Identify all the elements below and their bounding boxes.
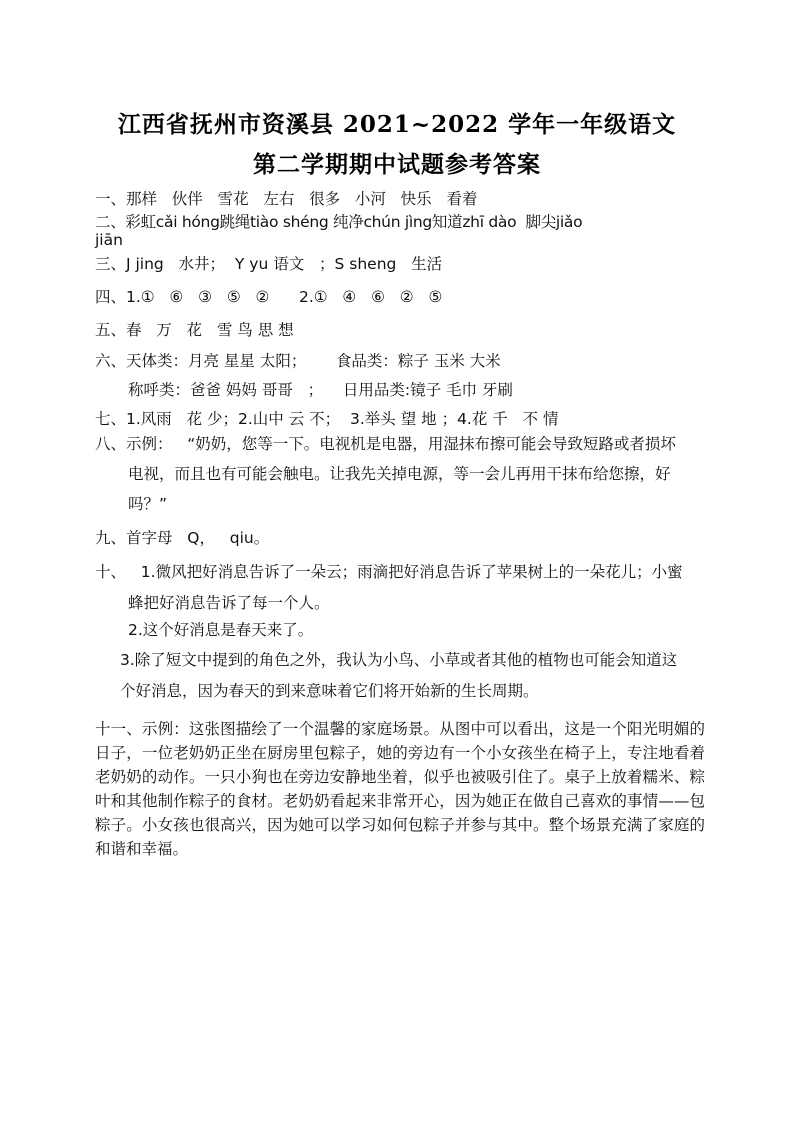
answer-q2-line2: jiān bbox=[95, 231, 123, 249]
answer-q6-line2: 称呼类：爸爸 妈妈 哥哥 ； 日用品类:镜子 毛巾 牙刷 bbox=[128, 381, 513, 399]
answer-q2-line1: 二、彩虹cǎi hóng跳绳tiào shéng 纯净chún jìng知道zhī dào 脚尖jiǎo bbox=[95, 213, 583, 231]
answer-q8-line3: 吗？” bbox=[128, 495, 168, 513]
answer-q8-line1: 八、示例： “奶奶，您等一下。电视机是电器，用湿抹布擦可能会导致短路或者损坏 bbox=[95, 435, 676, 453]
answer-q9: 九、首字母 Q， qiu。 bbox=[95, 529, 270, 547]
answer-q3: 三、J jing 水井； Y yu 语文 ；S sheng 生活 bbox=[95, 255, 443, 273]
doc-title-line1: 江西省抚州市资溪县 2021~2022 学年一年级语文 bbox=[117, 111, 677, 138]
answer-q10-line2: 蜂把好消息告诉了每一个人。 bbox=[128, 594, 330, 612]
doc-title-line2: 第二学期期中试题参考答案 bbox=[253, 151, 541, 178]
answer-q5: 五、春 万 花 雪 鸟 思 想 bbox=[95, 321, 294, 339]
answer-q4: 四、1.① ⑥ ③ ⑤ ② 2.① ④ ⑥ ② ⑤ bbox=[95, 288, 443, 306]
answer-q8-line2: 电视，而且也有可能会触电。让我先关掉电源，等一会儿再用干抹布给您擦，好 bbox=[128, 465, 671, 483]
answer-q10-line1: 十、 1.微风把好消息告诉了一朵云；雨滴把好消息告诉了苹果树上的一朵花儿；小蜜 bbox=[95, 563, 683, 581]
answer-q10-line3: 2.这个好消息是春天来了。 bbox=[128, 621, 314, 639]
answer-q11-paragraph: 十一、示例：这张图描绘了一个温馨的家庭场景。从图中可以看出，这是一个阳光明媚的日子，一位老奶奶正坐在厨房里包粽子，她的旁边有一个小女孩坐在椅子上，专注地看着老奶奶的动作。一只小狗也在旁边安静地坐着，似乎也被吸引住了。桌子上放着糯米、粽叶和其他制作粽子的食材。老奶奶看起来非常开心，因为她正在做自己喜欢的事情——包粽子。小女孩也很高兴，因为她可以学习如何包粽子并参与其中。整个场景充满了家庭的和谐和幸福。 bbox=[95, 720, 705, 858]
answer-q10-line4: 3.除了短文中提到的角色之外，我认为小鸟、小草或者其他的植物也可能会知道这 bbox=[120, 651, 678, 669]
answer-q6-line1: 六、天体类：月亮 星星 太阳； 食品类：粽子 玉米 大米 bbox=[95, 352, 501, 370]
answer-q10-line5: 个好消息，因为春天的到来意味着它们将开始新的生长周期。 bbox=[120, 682, 539, 700]
answer-q1: 一、那样 伙伴 雪花 左右 很多 小河 快乐 看着 bbox=[95, 190, 478, 208]
answer-q7: 七、1.风雨 花 少；2.山中 云 不； 3.举头 望 地 ；4.花 千 不 情 bbox=[95, 410, 559, 428]
